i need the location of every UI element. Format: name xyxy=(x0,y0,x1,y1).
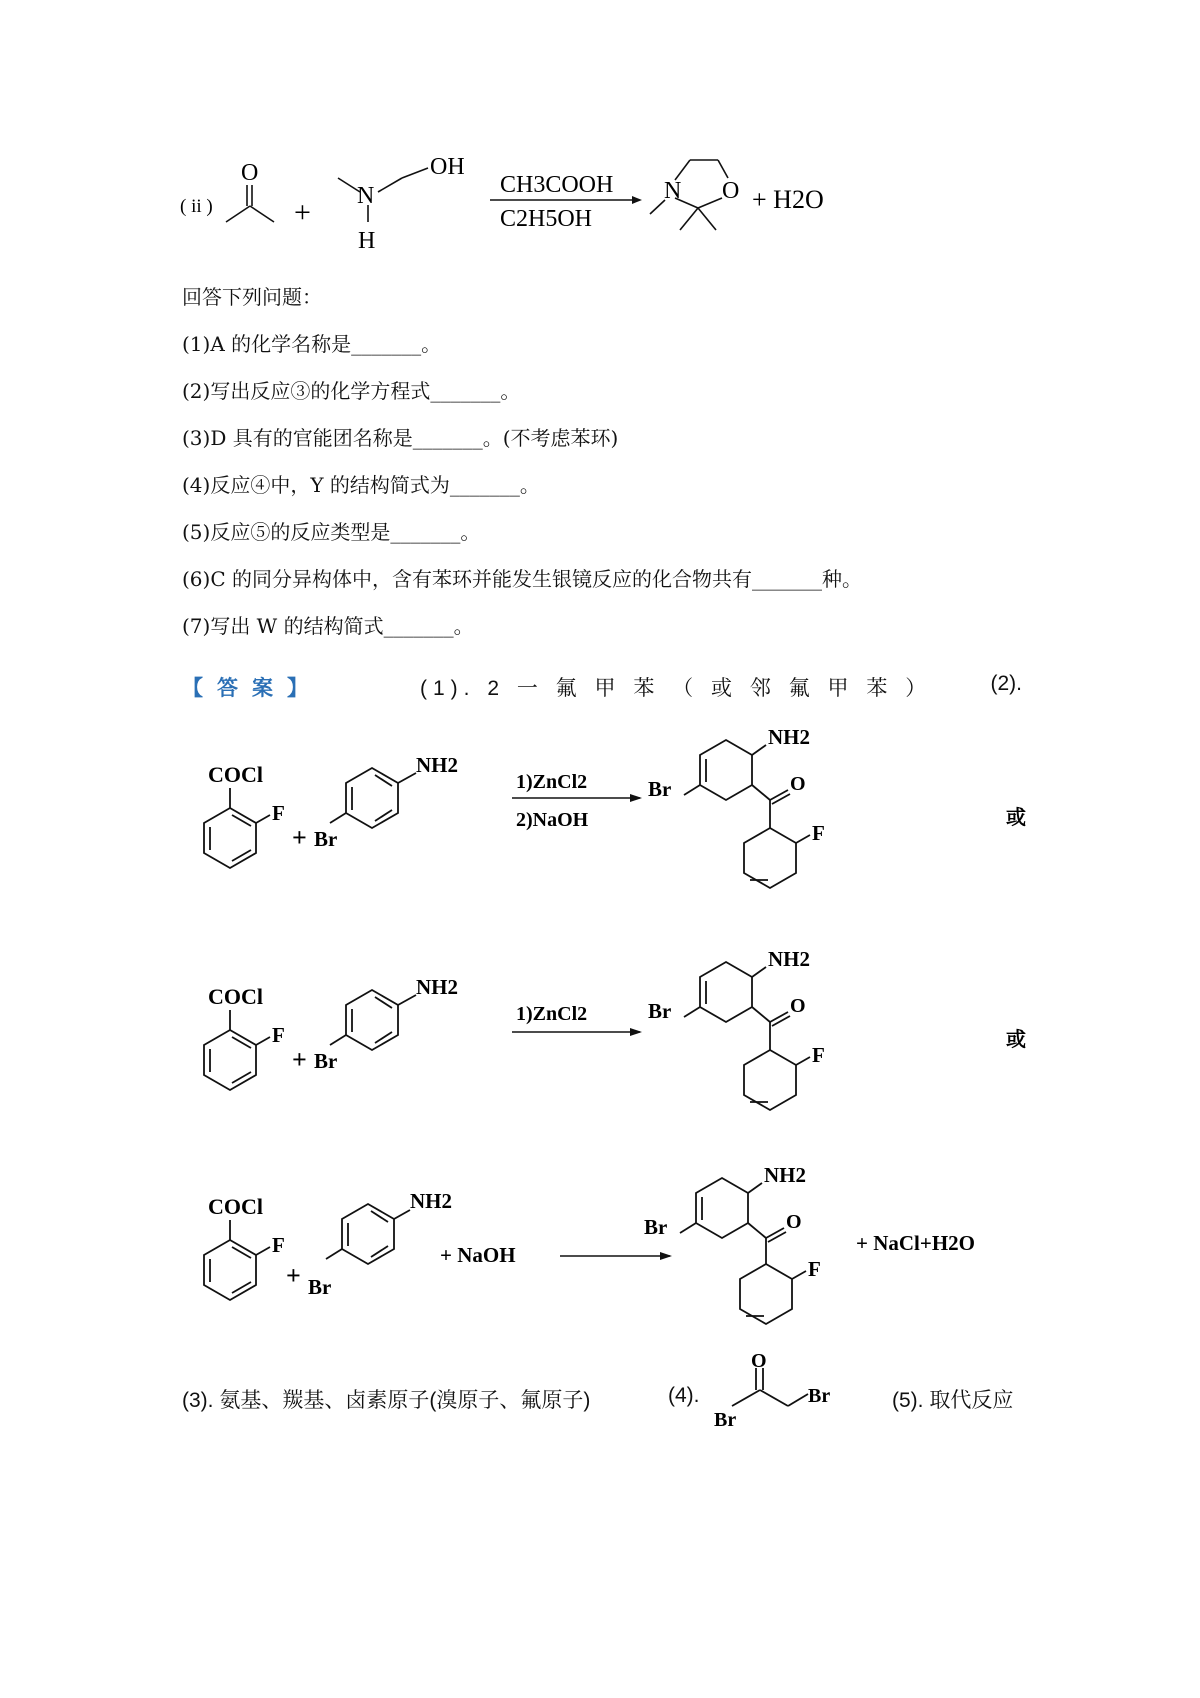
scheme2-or: 或 xyxy=(1006,1027,1026,1051)
scheme1-nh2-label: NH2 xyxy=(416,753,458,777)
scheme1-cond-1: 1)ZnCl2 xyxy=(516,771,588,793)
reagent-ch3cooh: CH3COOH xyxy=(500,172,614,198)
scheme2-plus: + xyxy=(292,1045,307,1074)
scheme3-byproducts: + NaCl+H2O xyxy=(856,1231,976,1255)
question-2: (2)写出反应③的化学方程式_______。 xyxy=(182,379,521,403)
scheme3-prod-nh2: NH2 xyxy=(764,1163,806,1187)
scheme3-prod-br: Br xyxy=(644,1215,668,1239)
oxazolidine-structure xyxy=(650,160,728,230)
scheme1-prod-o: O xyxy=(790,773,806,795)
scheme-3 xyxy=(170,1158,1030,1348)
scheme3-fluorobenzoyl-ring xyxy=(204,1220,270,1300)
scheme3-br-label: Br xyxy=(308,1275,332,1299)
answer-4-br-left: Br xyxy=(714,1409,737,1431)
scheme-2 xyxy=(170,942,1030,1142)
scheme1-prod-nh2: NH2 xyxy=(768,725,810,749)
scheme1-prod-br: Br xyxy=(648,777,672,801)
n-atom-label: N xyxy=(357,183,375,209)
reaction-arrowhead xyxy=(632,196,642,204)
scheme1-product xyxy=(684,740,810,888)
scheme2-prod-o: O xyxy=(790,995,806,1017)
question-5: (5)反应⑤的反应类型是_______。 xyxy=(182,520,481,544)
scheme3-prod-f: F xyxy=(808,1257,821,1281)
question-4: (4)反应④中，Y 的结构简式为_______。 xyxy=(182,473,540,497)
ring-n-label: N xyxy=(664,178,682,204)
answer-4-label: (4). xyxy=(668,1384,700,1407)
scheme2-prod-br: Br xyxy=(648,999,672,1023)
reaction-ii-label: ( ii ) xyxy=(180,196,213,217)
scheme1-bromoaniline-ring xyxy=(330,768,416,828)
questions-intro: 回答下列问题： xyxy=(182,285,322,309)
scheme2-product xyxy=(684,962,810,1110)
aminoethanol-structure xyxy=(338,168,428,222)
reagent-c2h5oh: C2H5OH xyxy=(500,206,593,232)
question-3: (3)D 具有的官能团名称是_______。(不考虑苯环) xyxy=(182,426,619,450)
acetone-o-label: O xyxy=(241,160,259,186)
scheme2-bromoaniline-ring xyxy=(330,990,416,1050)
dibromoacetone-bonds xyxy=(732,1368,808,1406)
scheme2-cond-1: 1)ZnCl2 xyxy=(516,1003,588,1025)
scheme-1 xyxy=(170,720,1030,930)
scheme3-cocl-label: COCl xyxy=(208,1194,263,1219)
scheme2-f-label: F xyxy=(272,1023,285,1047)
oh-label: OH xyxy=(430,154,465,180)
scheme3-prod-o: O xyxy=(786,1211,802,1233)
reaction-ii-scheme xyxy=(170,150,890,270)
answer-tag: 【答案】 xyxy=(182,677,322,700)
scheme3-nh2-label: NH2 xyxy=(410,1189,452,1213)
scheme1-br-label: Br xyxy=(314,827,338,851)
scheme3-plus: + xyxy=(286,1261,301,1290)
scheme3-f-label: F xyxy=(272,1233,285,1257)
answer-2-label: (2). xyxy=(990,672,1022,695)
scheme1-or: 或 xyxy=(1006,805,1026,829)
answer-4-o: O xyxy=(751,1354,767,1372)
scheme1-f-label: F xyxy=(272,801,285,825)
scheme3-product xyxy=(680,1178,806,1324)
question-7: (7)写出 W 的结构简式_______。 xyxy=(182,614,474,638)
question-1: (1)A 的化学名称是_______。 xyxy=(182,332,442,356)
scheme1-cond-2: 2)NaOH xyxy=(516,809,589,831)
answer-row xyxy=(182,672,1022,700)
scheme2-prod-f: F xyxy=(812,1043,825,1067)
scheme1-fluorobenzoyl-ring xyxy=(204,788,270,868)
scheme1-cocl-label: COCl xyxy=(208,762,263,787)
scheme2-cocl-label: COCl xyxy=(208,984,263,1009)
answer-4-br-right: Br xyxy=(808,1385,831,1407)
scheme3-bromoaniline-ring xyxy=(326,1204,410,1264)
plus-water: + H2O xyxy=(752,185,824,214)
scheme2-nh2-label: NH2 xyxy=(416,975,458,999)
scheme1-plus: + xyxy=(292,823,307,852)
answer-5: (5). 取代反应 xyxy=(892,1389,1014,1412)
ring-o-label: O xyxy=(722,178,740,204)
h-atom-label: H xyxy=(358,228,376,254)
answer-3: (3). 氨基、羰基、卤素原子(溴原子、氟原子) xyxy=(182,1389,591,1412)
answer-4-structure xyxy=(708,1354,858,1434)
scheme2-prod-nh2: NH2 xyxy=(768,947,810,971)
question-6: (6)C 的同分异构体中，含有苯环并能发生银镜反应的化合物共有_______种。 xyxy=(182,567,862,591)
acetone-structure xyxy=(226,185,274,222)
scheme1-prod-f: F xyxy=(812,821,825,845)
scheme3-plus-naoh: + NaOH xyxy=(440,1243,516,1267)
scheme2-fluorobenzoyl-ring xyxy=(204,1010,270,1090)
scheme2-br-label: Br xyxy=(314,1049,338,1073)
plus-sign-1: + xyxy=(294,196,311,229)
answer-1: (1). 2 一 氟 甲 苯 （ 或 邻 氟 甲 苯 ） xyxy=(420,677,933,700)
